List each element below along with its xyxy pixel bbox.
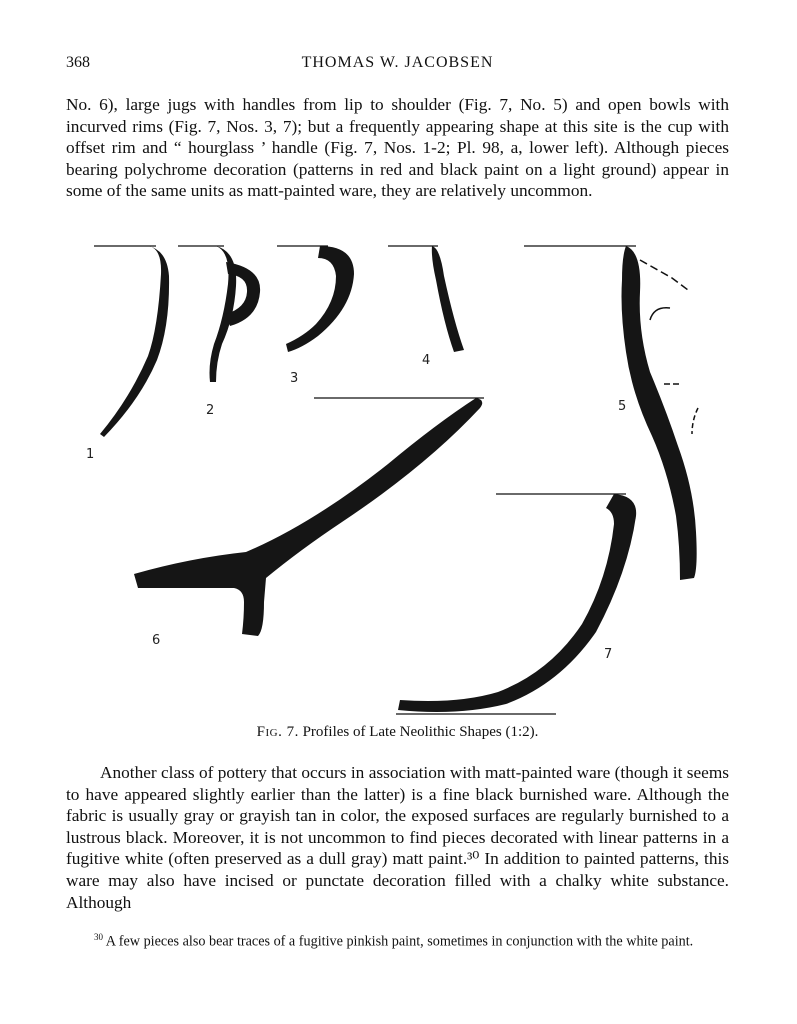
paragraph-1-text: No. 6), large jugs with handles from lip to shoulder (Fig. 7, No. 5) and open bowls with incurved rims (Fig. 7, Nos. 3, 7); but a frequently appearing shape at this site is the cup with offset rim and “ hourglass ’ handle (Fig. 7, Nos. 1-2; Pl. 98, a, lower left). Although pieces bearing polychrome decoration (patterns in red and black paint on a light ground) appear in some of the same units as matt-painted ware, they are relatively uncommon. <box>66 95 729 201</box>
profile-2 <box>178 246 260 382</box>
paragraph-1 <box>66 94 729 202</box>
paragraph-2-text: Another class of pottery that occurs in association with matt-painted ware (though it seems to have appeared slightly earlier than the latter) is a fine black burnished ware. Although the fabric is usually gray or grayish tan in color, the exposed surfaces are regularly burnished to a lustrous black. Moreover, it is not uncommon to find pieces decorated with linear patterns in a fugitive white (often preserved as a dull gray) matt paint.³⁰ In addition to painted patterns, this ware may also have incised or punctate decoration filled with a chalky white substance. Although <box>66 763 729 912</box>
figure-label-1: 1 <box>86 447 95 462</box>
footnote-marker: 30 <box>94 932 103 942</box>
figure-caption <box>66 724 729 741</box>
page-number: 368 <box>66 54 90 71</box>
figure-7 <box>66 232 729 720</box>
figure-label-6: 6 <box>152 633 161 648</box>
caption-text: Profiles of Late Neolithic Shapes (1:2). <box>302 724 539 740</box>
caption-label: Fig. 7. <box>256 724 299 740</box>
profile-4 <box>388 246 464 352</box>
page-header <box>66 54 729 78</box>
profile-3 <box>277 246 354 352</box>
footnote-text: A few pieces also bear traces of a fugitive pinkish paint, sometimes in conjunction with the white paint. <box>105 933 694 950</box>
profile-5 <box>524 246 698 580</box>
profile-1 <box>94 246 169 437</box>
figure-label-5: 5 <box>618 399 627 414</box>
running-head: THOMAS W. JACOBSEN <box>301 54 494 71</box>
pottery-profiles-drawing <box>66 232 729 720</box>
figure-label-4: 4 <box>422 353 431 368</box>
profile-7 <box>396 494 636 714</box>
figure-label-2: 2 <box>206 403 215 418</box>
paragraph-2 <box>66 762 729 913</box>
figure-label-3: 3 <box>290 371 299 386</box>
figure-label-7: 7 <box>604 647 613 662</box>
footnote <box>66 928 729 952</box>
profile-6 <box>134 398 484 636</box>
